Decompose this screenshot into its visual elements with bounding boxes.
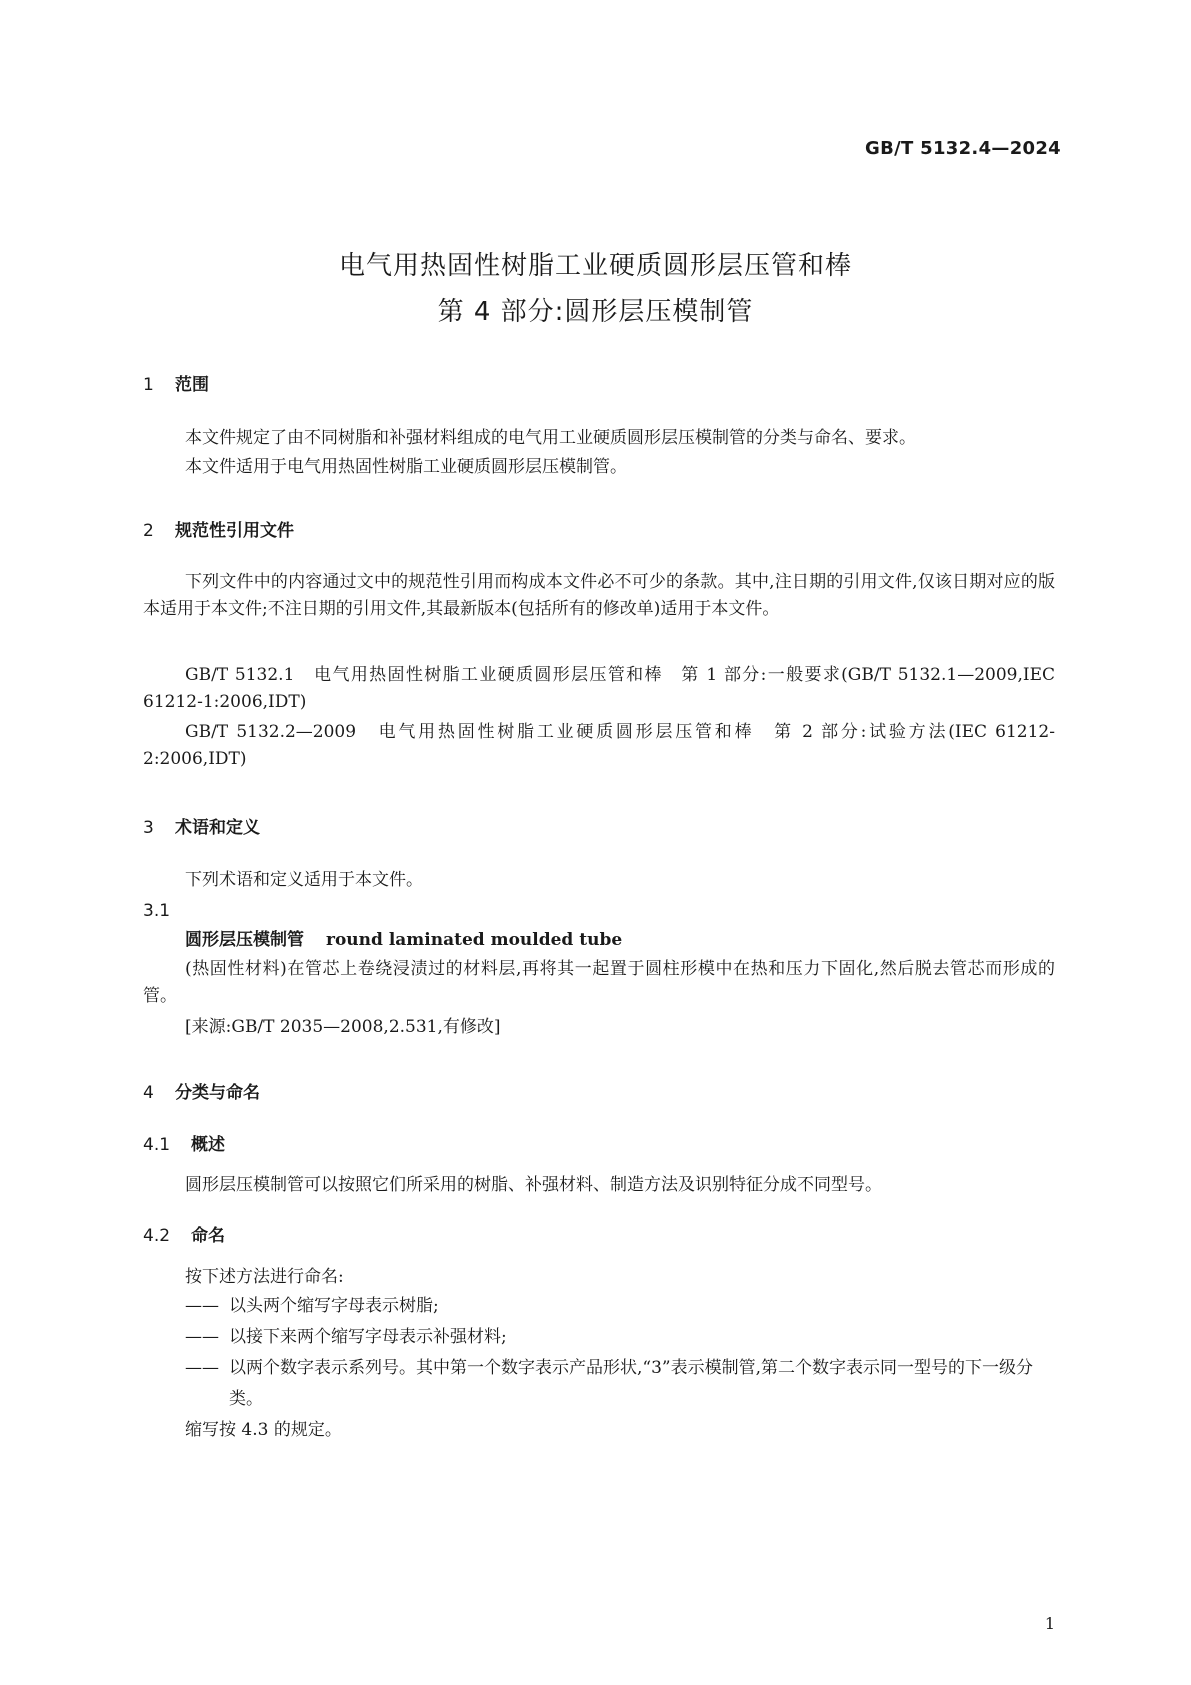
reference-entry-1: GB/T 5132.1 电气用热固性树脂工业硬质圆形层压管和棒 第 1 部分:一般要求(GB/T 5132.1—2009,IEC 61212-1:2006,IDT) <box>143 665 1055 712</box>
section-4-heading <box>143 1078 260 1103</box>
section-number: 3 <box>143 818 154 838</box>
document-title: 电气用热固性树脂工业硬质圆形层压管和棒 <box>338 251 852 281</box>
scope-paragraph-1: 本文件规定了由不同树脂和补强材料组成的电气用工业硬质圆形层压模制管的分类与命名、要求。 <box>185 428 916 448</box>
overview-paragraph: 圆形层压模制管可以按照它们所采用的树脂、补强材料、制造方法及识别特征分成不同型号。 <box>185 1175 882 1195</box>
section-number: 4.1 <box>143 1135 171 1155</box>
section-title: 术语和定义 <box>175 818 260 838</box>
dash-marker: —— <box>185 1358 219 1378</box>
scope-paragraph-2: 本文件适用于电气用热固性树脂工业硬质圆形层压模制管。 <box>185 457 627 477</box>
document-subtitle: 第 4 部分:圆形层压模制管 <box>437 297 754 327</box>
term-number: 3.1 <box>143 901 171 921</box>
naming-closing-note: 缩写按 4.3 的规定。 <box>185 1420 342 1440</box>
naming-list-item <box>185 1353 1055 1415</box>
section-number: 1 <box>143 375 154 395</box>
section-title: 规范性引用文件 <box>175 521 294 541</box>
section-number: 4 <box>143 1083 154 1103</box>
term-source: [来源:GB/T 2035—2008,2.531,有修改] <box>185 1017 501 1037</box>
section-title: 命名 <box>191 1226 225 1246</box>
dash-marker: —— <box>185 1296 219 1316</box>
section-number: 2 <box>143 521 154 541</box>
section-4-1-heading <box>143 1130 225 1155</box>
section-title: 概述 <box>191 1135 225 1155</box>
dash-marker: —— <box>185 1327 219 1347</box>
section-1-heading <box>143 370 209 395</box>
list-item-text: 以头两个缩写字母表示树脂; <box>229 1296 439 1316</box>
naming-intro: 按下述方法进行命名: <box>185 1267 344 1287</box>
naming-list-item <box>185 1322 1055 1353</box>
list-item-text: 以两个数字表示系列号。其中第一个数字表示产品形状,“3”表示模制管,第二个数字表示同一型号的下一级分类。 <box>229 1358 1034 1409</box>
page-number: 1 <box>1044 1614 1055 1633</box>
section-3-heading <box>143 813 260 838</box>
list-item-text: 以接下来两个缩写字母表示补强材料; <box>229 1327 507 1347</box>
reference-entry-2: GB/T 5132.2—2009 电气用热固性树脂工业硬质圆形层压管和棒 第 2 部分:试验方法(IEC 61212-2:2006,IDT) <box>143 722 1055 769</box>
term-definition: (热固性材料)在管芯上卷绕浸渍过的材料层,再将其一起置于圆柱形模中在热和压力下固化,然后脱去管芯而形成的管。 <box>143 959 1055 1006</box>
term-chinese: 圆形层压模制管 <box>185 930 304 950</box>
standard-code: GB/T 5132.4—2024 <box>865 138 1061 159</box>
terms-intro-paragraph: 下列术语和定义适用于本文件。 <box>185 870 423 890</box>
section-number: 4.2 <box>143 1226 171 1246</box>
section-title: 范围 <box>175 375 209 395</box>
section-2-heading <box>143 516 294 541</box>
section-4-2-heading <box>143 1221 225 1246</box>
term-english: round laminated moulded tube <box>326 930 623 950</box>
section-title: 分类与命名 <box>175 1083 260 1103</box>
naming-list-item <box>185 1291 1055 1322</box>
term-entry <box>185 927 1055 954</box>
references-intro-paragraph: 下列文件中的内容通过文中的规范性引用而构成本文件必不可少的条款。其中,注日期的引用文件,仅该日期对应的版本适用于本文件;不注日期的引用文件,其最新版本(包括所有的修改单)适用于本文件。 <box>143 572 1055 619</box>
